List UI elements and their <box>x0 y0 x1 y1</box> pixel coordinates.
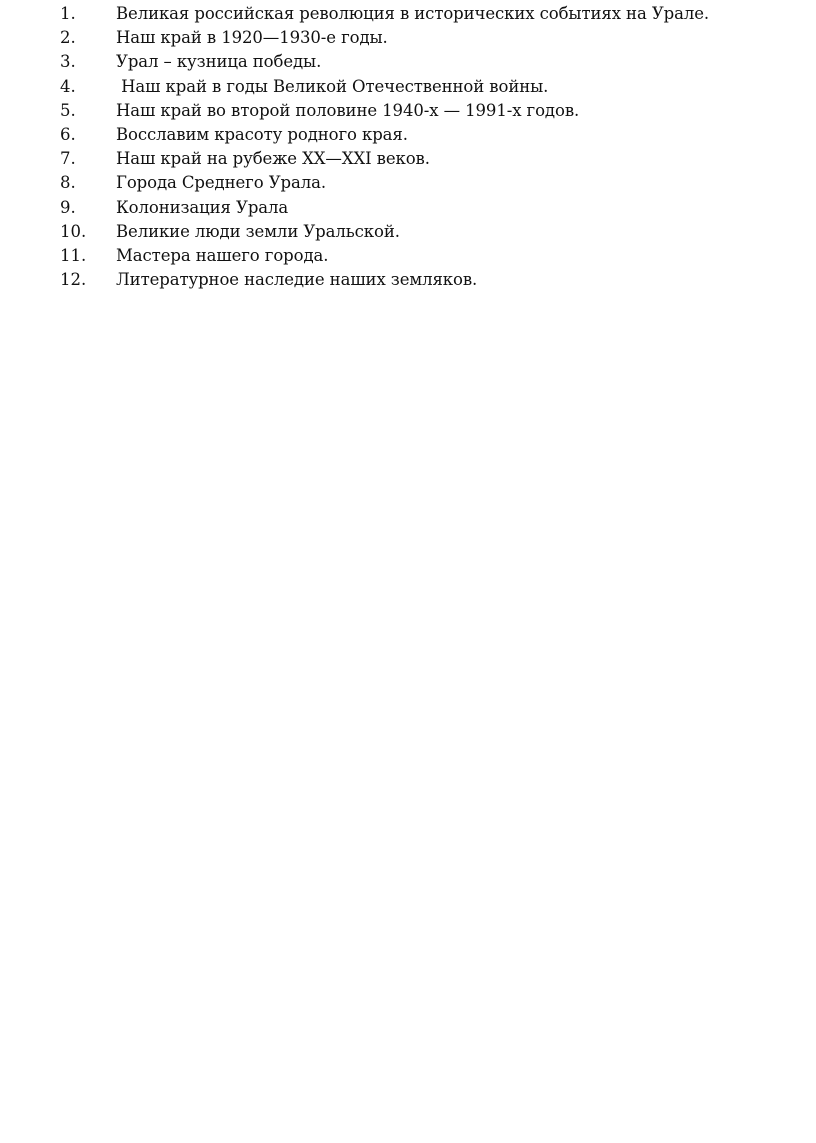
list-item-text: Урал – кузница победы. <box>116 52 322 72</box>
list-item-number: 5. <box>60 100 76 120</box>
list-item-number: 2. <box>60 28 76 48</box>
list-item <box>60 147 800 171</box>
list-item-text: Наш край во второй половине 1940-х — 1991-х годов. <box>116 100 580 120</box>
list-item <box>60 26 800 50</box>
list-item <box>60 196 800 220</box>
list-item-number: 3. <box>60 52 76 72</box>
list-item-number: 7. <box>60 149 76 169</box>
list-item-number: 1. <box>60 4 76 23</box>
list-item-text: Города Среднего Урала. <box>116 173 326 193</box>
list-item <box>60 123 800 147</box>
list-item-text: Наш край на рубеже XX—XXI веков. <box>116 149 430 169</box>
list-item <box>60 99 800 123</box>
list-item-text: Великая российская революция в исторических событиях на Урале. <box>116 4 710 23</box>
list-item-text: Наш край в годы Великой Отечественной войны. <box>116 76 549 96</box>
list-item-number: 9. <box>60 197 76 217</box>
list-item-number: 11. <box>60 245 87 265</box>
list-item-text: Колонизация Урала <box>116 197 289 217</box>
list-item <box>60 75 800 99</box>
list-item-number: 8. <box>60 173 76 193</box>
list-item-number: 12. <box>60 270 87 290</box>
topic-list <box>60 2 800 292</box>
list-item <box>60 244 800 268</box>
list-item <box>60 268 800 292</box>
list-item <box>60 50 800 74</box>
list-item-text: Мастера нашего города. <box>116 245 329 265</box>
list-item-text: Великие люди земли Уральской. <box>116 221 400 241</box>
list-item-text: Наш край в 1920—1930-е годы. <box>116 28 388 48</box>
list-item-text: Восславим красоту родного края. <box>116 124 408 144</box>
list-item <box>60 2 800 26</box>
list-item-number: 10. <box>60 221 87 241</box>
list-item <box>60 171 800 195</box>
list-item <box>60 220 800 244</box>
list-item-number: 4. <box>60 76 76 96</box>
list-item-text: Литературное наследие наших земляков. <box>116 270 478 290</box>
list-item-number: 6. <box>60 124 76 144</box>
